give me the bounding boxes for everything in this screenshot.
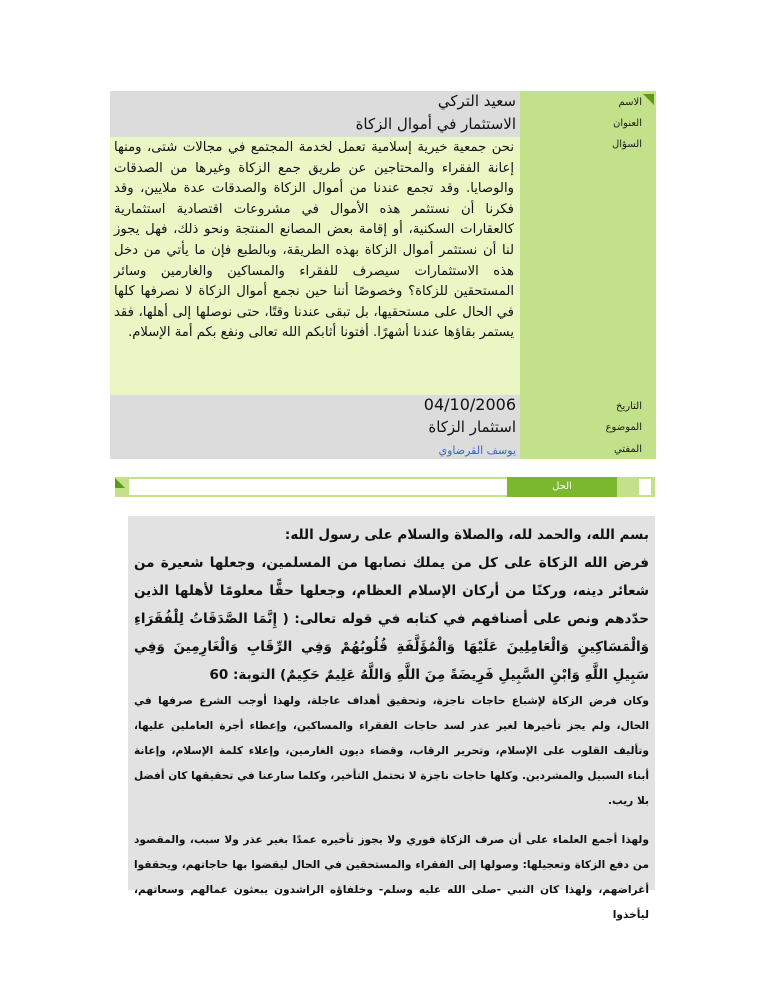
topic-row <box>110 417 520 439</box>
fatwa-title: الاستثمار في أموال الزكاة <box>355 115 516 133</box>
label-date: التاريخ <box>616 401 642 412</box>
fatwa-date: 04/10/2006 <box>423 395 516 414</box>
label-title: العنوان <box>613 118 642 129</box>
title-row <box>110 114 520 137</box>
mufti-link[interactable]: يوسف القرضاوي <box>438 444 516 457</box>
label-question: السؤال <box>612 139 642 150</box>
answer-paragraph-4: ولهذا أجمع العلماء على أن صرف الزكاة فوري ولا يجوز تأخيره عمدًا بغير عذر ولا سبب، والمقصود من دفع الزكاة وتعجيلها: وصولها إلى الفقراء والمستحقين في الحال ليقضوا بها حاجاتهم، ويحققوا أغراضهم، ولهذا كان النبي -صلى الله عليه وسلم- وخلفاؤه الراشدون يبعثون عمالهم وسعاتهم، ليأخذوا <box>134 834 649 921</box>
corner-triangle-icon <box>643 94 654 105</box>
asker-name: سعيد التركي <box>437 92 516 110</box>
divider-triangle-icon <box>115 478 125 488</box>
date-row <box>110 395 520 417</box>
divider-end-gap <box>639 479 651 495</box>
fatwa-topic: استثمار الزكاة <box>428 418 516 436</box>
answer-paragraph-1: بسم الله، والحمد لله، والصلاة والسلام على رسول الله: <box>284 527 649 543</box>
paragraph-gap <box>134 814 649 828</box>
answer-divider <box>115 477 655 497</box>
fatwa-info-table <box>110 91 656 459</box>
divider-gap <box>129 479 507 495</box>
label-topic: الموضوع <box>605 422 642 433</box>
label-column <box>520 91 656 459</box>
answer-paragraph-2: فرض الله الزكاة على كل من يملك نصابها من المسلمين، وجعلها شعيرة من شعائر دينه، وركنًا من أركان الإسلام العظام، وجعلها حقًّا معلومًا لأهلها الذين حدّدهم ونص على أصنافهم في كتابه في قوله تعالى: ( إِنَّمَا الصَّدَقَاتُ لِلْفُقَرَاءِ وَالْمَسَاكِينِ وَالْعَامِلِينَ عَلَيْهَا وَالْمُؤَلَّفَةِ قُلُوبُهُمْ وَفِي الرِّقَابِ وَالْغَارِمِينَ وَفِي سَبِيلِ اللَّهِ وَابْنِ السَّبِيلِ فَرِيضَةً مِنَ اللَّهِ وَاللَّهُ عَلِيمٌ حَكِيمٌ) التوبة: 60 <box>134 555 649 683</box>
label-mufti: المفتي <box>613 444 642 455</box>
answer-tab: الحل <box>507 477 617 497</box>
question-text: نحن جمعية خيرية إسلامية تعمل لخدمة المجتمع في مجالات شتى، ومنها إعانة الفقراء والمحتاجين عن طريق جمع الزكاة وغيرها من الصدقات والوصايا. وقد تجمع عندنا من أموال الزكاة والصدقات عدة ملايين، وقد فكرنا أن نستثمر هذه الأموال في مشروعات اقتصادية استثمارية كالعقارات السكنية، أو إقامة بعض المصانع المنتجة ونحو ذلك، فهل يجوز لنا أن نستثمر أموال الزكاة بهذه الطريقة، وبالطبع فإن ما يأتي من دخل هذه الاستثمارات سيصرف للفقراء والمساكين والغارمين وسائر المستحقين للزكاة؟ وخصوصًا أننا حين نجمع أموال الزكاة لا نصرفها كلها في الحال على مستحقيها، بل تبقى عندنا وقتًا، حتى نوصلها إلى أهلها، فقد يستمر بقاؤها عندنا أشهرًا. أفتونا أثابكم الله تعالى ونفع بكم أمة الإسلام. <box>110 137 520 395</box>
answer-paragraph-3: وكان فرض الزكاة لإشباع حاجات ناجزة، وتحقيق أهداف عاجلة، ولهذا أوجب الشرع صرفها في الحال، ولم يجز تأخيرها لغير عذر لسد حاجات الفقراء والمساكين، وإعطاء أجرة العاملين عليها، وتأليف القلوب على الإسلام، وتحرير الرقاب، وقضاء ديون الغارمين، وإعلاء كلمة الإسلام، وإعانة أبناء السبيل والمشردين. وكلها حاجات ناجزة لا تحتمل التأخير، وكلما سارعنا في تحقيقها كان أفضل بلا ريب. <box>134 695 649 807</box>
answer-body <box>128 516 655 921</box>
mufti-row <box>110 439 520 459</box>
label-name: الاسم <box>618 97 642 108</box>
name-row <box>110 91 520 114</box>
